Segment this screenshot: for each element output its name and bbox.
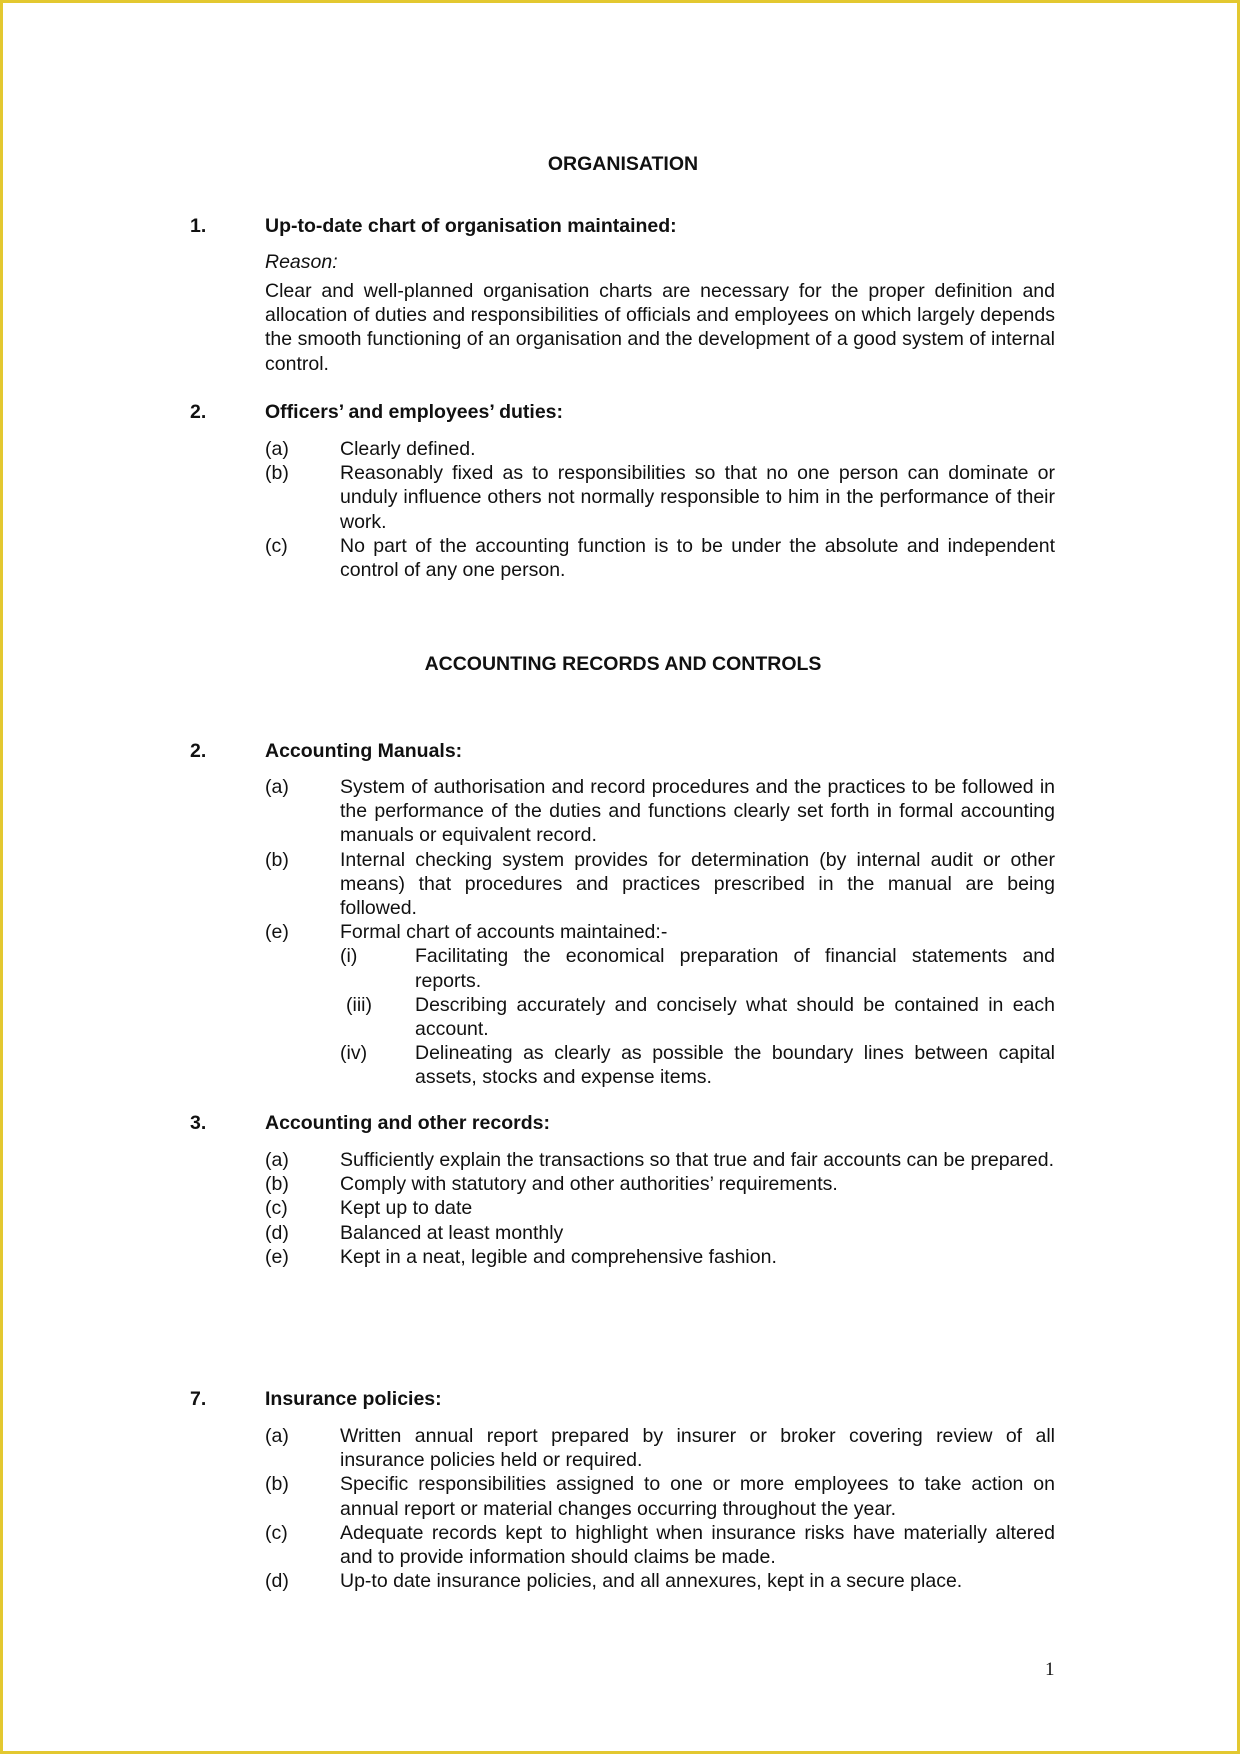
list-item [265, 775, 1055, 848]
item-title: Accounting Manuals: [265, 740, 463, 762]
list-marker: (e) [265, 921, 289, 944]
list-item-text: Sufficiently explain the transactions so that true and fair accounts can be prepared. [340, 1149, 1054, 1171]
list-marker: (b) [265, 1173, 289, 1196]
list-item [265, 1196, 1055, 1220]
list-item [265, 1245, 1055, 1269]
list-item [265, 437, 1055, 461]
list-item [265, 1172, 1055, 1196]
section-heading-accounting: ACCOUNTING RECORDS AND CONTROLS [424, 653, 822, 675]
list-marker: (a) [265, 776, 289, 798]
list-item [265, 920, 1055, 1089]
list-item [265, 1221, 1055, 1245]
item-title: Insurance policies: [265, 1388, 442, 1410]
list-item-text: Kept up to date [340, 1197, 473, 1220]
list-marker: (a) [265, 438, 289, 460]
item-number: 3. [190, 1112, 207, 1134]
nested-list-marker: (i) [340, 945, 358, 968]
sub-item-list [265, 775, 1055, 1090]
sub-item-list [265, 1424, 1055, 1593]
list-item [265, 534, 1055, 582]
nested-list-marker: (iii) [346, 993, 372, 1016]
list-item-text: Adequate records kept to highlight when insurance risks have materially altered and to provide information should claims be made. [340, 1521, 1055, 1569]
list-item-text: Kept in a neat, legible and comprehensive fashion. [340, 1245, 777, 1268]
section-heading-organisation: ORGANISATION [547, 153, 699, 175]
list-item-text: Up-to date insurance policies, and all annexures, kept in a secure place. [340, 1570, 963, 1593]
list-item-body [340, 920, 1055, 1089]
item-number: 1. [190, 215, 207, 237]
list-item [265, 1569, 1055, 1593]
page-number: 1 [1045, 1659, 1055, 1680]
list-item-text: Clearly defined. [340, 438, 476, 460]
list-marker: (d) [265, 1221, 289, 1244]
list-marker: (a) [265, 1149, 289, 1171]
sub-item-list [265, 1148, 1055, 1269]
nested-list-item-text: Delineating as clearly as possible the boundary lines between capital assets, stocks and expense items. [415, 1042, 1055, 1089]
list-marker: (b) [265, 1473, 289, 1496]
list-marker: (c) [265, 1521, 288, 1544]
nested-list-item [340, 944, 1055, 992]
list-item [265, 1148, 1055, 1172]
item-number: 7. [190, 1388, 207, 1410]
list-item-text: Balanced at least monthly [340, 1221, 564, 1244]
list-marker: (a) [265, 1425, 289, 1447]
sub-item-list [265, 437, 1055, 582]
list-item-text: Internal checking system provides for determination (by internal audit or other means) that procedures and practices prescribed in the manual are being followed. [340, 848, 1055, 920]
nested-list [340, 944, 1055, 1089]
reason-label: Reason: [265, 251, 338, 273]
list-marker: (e) [265, 1245, 289, 1268]
list-item [265, 461, 1055, 534]
nested-list-item [340, 1041, 1055, 1089]
list-item-text: Written annual report prepared by insurer or broker covering review of all insurance policies held or required. [340, 1425, 1055, 1472]
reason-paragraph: Clear and well-planned organisation charts are necessary for the proper definition and allocation of duties and responsibilities of officials and employees on which largely depends the smooth functioning of an organisation and the development of a good system of internal control. [265, 280, 1055, 375]
list-item-text: Reasonably fixed as to responsibilities so that no one person can dominate or unduly influence others not normally responsible to him in the performance of their work. [340, 462, 1055, 533]
nested-list-item [340, 993, 1055, 1041]
list-item-text: Specific responsibilities assigned to one or more employees to take action on annual report or material changes occurring throughout the year. [340, 1473, 1055, 1520]
list-item-text: System of authorisation and record procedures and the practices to be followed in the performance of the duties and functions clearly set forth in formal accounting manuals or equivalent record. [340, 776, 1055, 847]
list-marker: (d) [265, 1570, 289, 1593]
item-title: Up-to-date chart of organisation maintained: [265, 215, 677, 237]
list-item [265, 848, 1055, 921]
item-number: 2. [190, 401, 207, 423]
list-item-text: No part of the accounting function is to be under the absolute and independent control of any one person. [340, 534, 1055, 582]
list-item [265, 1472, 1055, 1520]
nested-list-marker: (iv) [340, 1042, 368, 1065]
nested-list-item-text: Describing accurately and concisely what should be contained in each account. [415, 993, 1055, 1041]
item-title: Accounting and other records: [265, 1112, 550, 1134]
item-number: 2. [190, 740, 207, 762]
list-item-text: Formal chart of accounts maintained:- [340, 921, 668, 944]
list-marker: (c) [265, 534, 288, 557]
list-item [265, 1521, 1055, 1569]
list-marker: (c) [265, 1197, 288, 1220]
list-item-text: Comply with statutory and other authorities’ requirements. [340, 1173, 838, 1196]
nested-list-item-text: Facilitating the economical preparation of financial statements and reports. [415, 945, 1055, 992]
list-marker: (b) [265, 848, 289, 871]
list-marker: (b) [265, 462, 289, 485]
item-title: Officers’ and employees’ duties: [265, 401, 564, 423]
list-item [265, 1424, 1055, 1472]
